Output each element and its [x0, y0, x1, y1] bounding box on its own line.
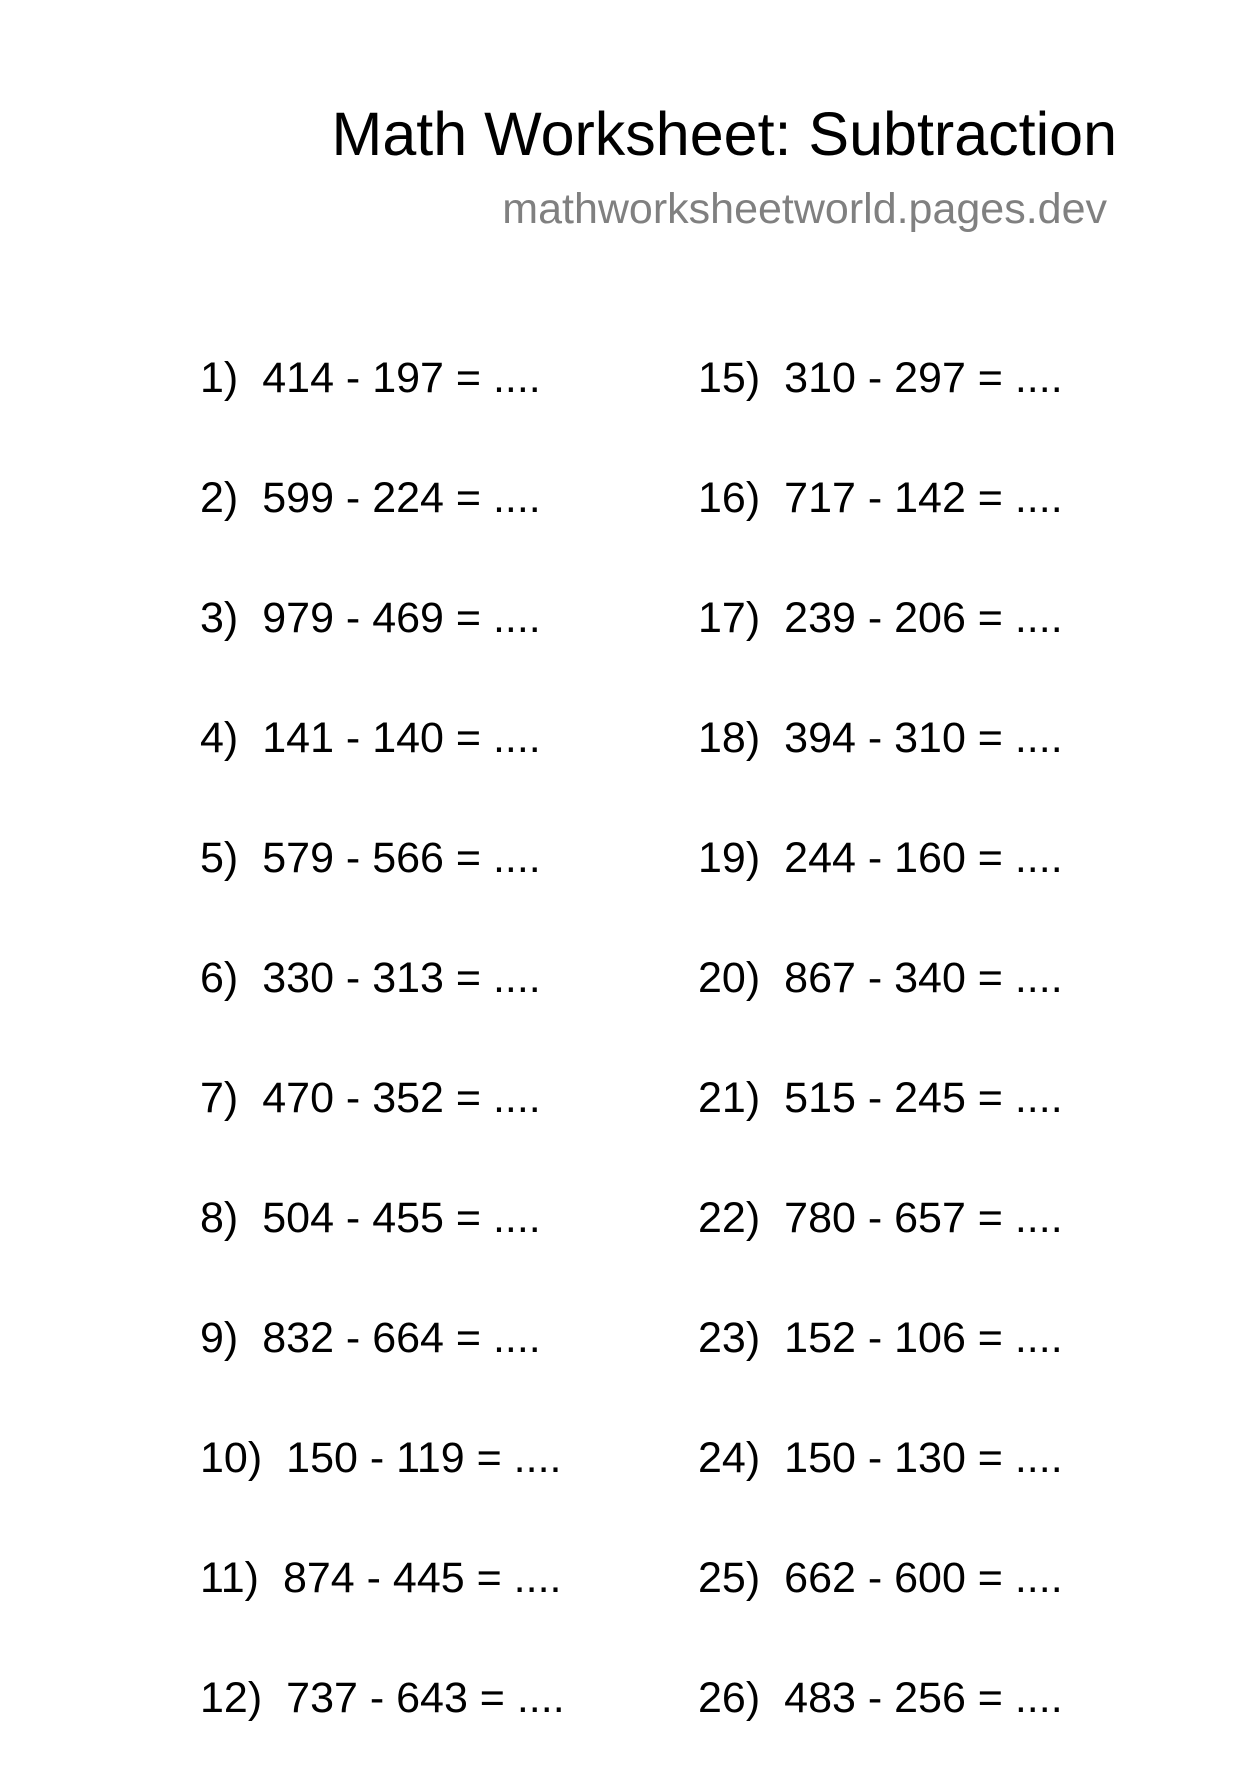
problem-number: 1)	[200, 354, 239, 402]
problem-row	[200, 348, 565, 468]
problem-expression: 832 - 664 = ....	[262, 1314, 541, 1362]
problem-expression: 394 - 310 = ....	[784, 714, 1063, 762]
problem-column-right	[698, 348, 1063, 1788]
problem-expression: 310 - 297 = ....	[784, 354, 1063, 402]
problem-number: 10)	[200, 1434, 263, 1482]
problem-row	[200, 708, 565, 828]
problem-row	[698, 828, 1063, 948]
problem-row	[200, 468, 565, 588]
problem-number: 9)	[200, 1314, 239, 1362]
problem-expression: 152 - 106 = ....	[784, 1314, 1063, 1362]
problem-expression: 515 - 245 = ....	[784, 1074, 1063, 1122]
problem-row	[698, 588, 1063, 708]
problem-number: 18)	[698, 714, 761, 762]
problem-expression: 579 - 566 = ....	[262, 834, 541, 882]
problem-number: 11)	[200, 1554, 259, 1602]
problem-row	[698, 468, 1063, 588]
problem-expression: 662 - 600 = ....	[784, 1554, 1063, 1602]
problem-row	[200, 1428, 565, 1548]
problem-row	[200, 1668, 565, 1788]
problem-number: 23)	[698, 1314, 761, 1362]
problem-number: 2)	[200, 474, 239, 522]
problem-number: 22)	[698, 1194, 761, 1242]
problem-row	[698, 1308, 1063, 1428]
problem-row	[200, 588, 565, 708]
problem-row	[698, 1068, 1063, 1188]
problem-expression: 150 - 119 = ....	[286, 1434, 562, 1482]
problem-expression: 483 - 256 = ....	[784, 1674, 1063, 1722]
problem-expression: 150 - 130 = ....	[784, 1434, 1063, 1482]
problem-number: 24)	[698, 1434, 761, 1482]
problem-expression: 470 - 352 = ....	[262, 1074, 541, 1122]
problem-number: 17)	[698, 594, 761, 642]
problem-expression: 141 - 140 = ....	[262, 714, 541, 762]
problem-number: 5)	[200, 834, 239, 882]
problem-row	[698, 348, 1063, 468]
problem-expression: 780 - 657 = ....	[784, 1194, 1063, 1242]
problem-column-left	[200, 348, 565, 1788]
problem-expression: 867 - 340 = ....	[784, 954, 1063, 1002]
problem-expression: 737 - 643 = ....	[286, 1674, 565, 1722]
problem-row	[698, 1668, 1063, 1788]
problem-number: 7)	[200, 1074, 239, 1122]
problem-number: 21)	[698, 1074, 761, 1122]
problem-expression: 874 - 445 = ....	[282, 1554, 562, 1602]
problem-expression: 414 - 197 = ....	[262, 354, 541, 402]
problem-number: 6)	[200, 954, 239, 1002]
page-title: Math Worksheet: Subtraction	[331, 100, 1117, 168]
problem-row	[698, 1188, 1063, 1308]
problem-expression: 979 - 469 = ....	[262, 594, 541, 642]
problem-number: 25)	[698, 1554, 761, 1602]
website-url: mathworksheetworld.pages.dev	[502, 185, 1107, 233]
problem-row	[698, 708, 1063, 828]
problem-expression: 239 - 206 = ....	[784, 594, 1063, 642]
problem-number: 3)	[200, 594, 239, 642]
problem-number: 16)	[698, 474, 761, 522]
problem-row	[200, 948, 565, 1068]
problem-number: 4)	[200, 714, 239, 762]
problem-expression: 599 - 224 = ....	[262, 474, 541, 522]
problem-number: 12)	[200, 1674, 263, 1722]
problem-row	[200, 1068, 565, 1188]
problem-number: 20)	[698, 954, 761, 1002]
problem-number: 19)	[698, 834, 761, 882]
problem-expression: 717 - 142 = ....	[784, 474, 1063, 522]
problem-number: 15)	[698, 354, 761, 402]
problem-row	[200, 1548, 565, 1668]
problem-row	[698, 1548, 1063, 1668]
problem-row	[200, 1188, 565, 1308]
problem-expression: 330 - 313 = ....	[262, 954, 541, 1002]
problem-row	[200, 828, 565, 948]
problem-row	[698, 1428, 1063, 1548]
problem-row	[200, 1308, 565, 1428]
problem-number: 26)	[698, 1674, 761, 1722]
problem-number: 8)	[200, 1194, 239, 1242]
problem-row	[698, 948, 1063, 1068]
problem-expression: 504 - 455 = ....	[262, 1194, 541, 1242]
problem-expression: 244 - 160 = ....	[784, 834, 1063, 882]
